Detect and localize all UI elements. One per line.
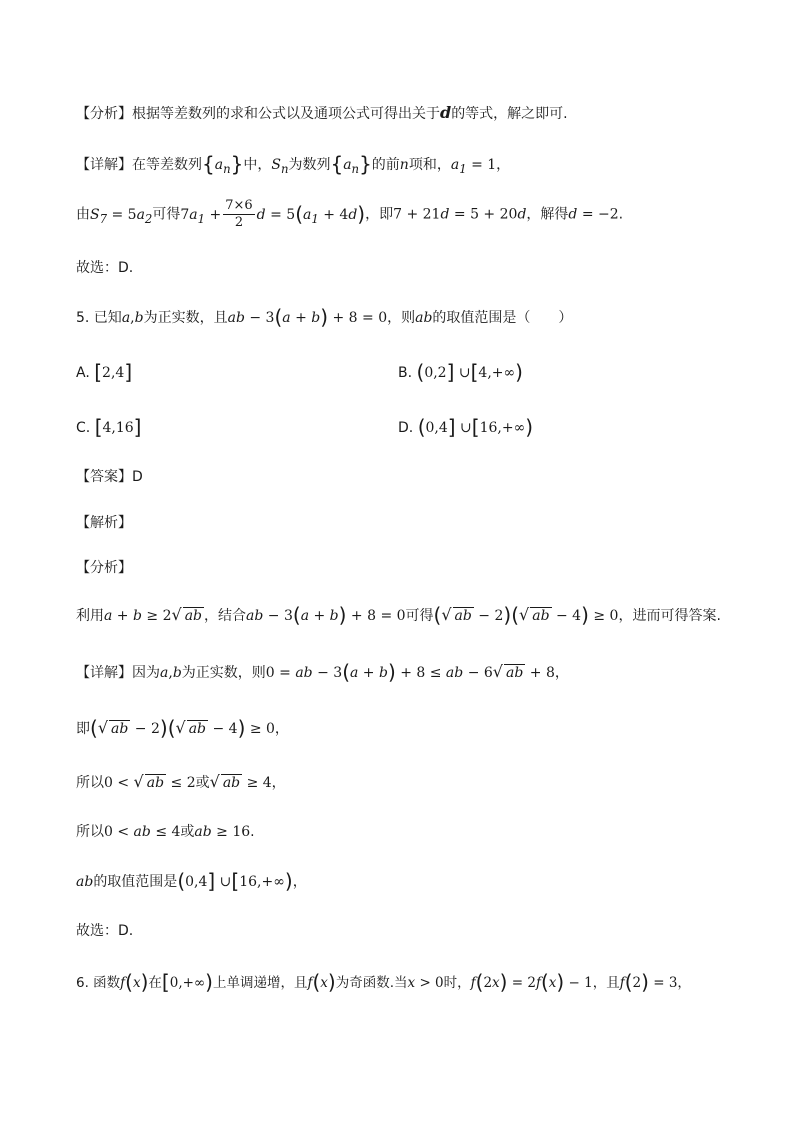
text: ， (271, 775, 286, 791)
detail-line-2 (76, 198, 623, 231)
text: 项和， (408, 157, 451, 173)
math-sn: $S_n$ (271, 157, 289, 176)
text: ，则 (387, 310, 416, 326)
text: 6. 函数 (76, 975, 121, 991)
choice-line: 故选：D. (76, 260, 134, 276)
math-product: (√ ab − 2)(√ ab − 4) ≥ 0 (433, 603, 619, 627)
math-derivation: 0 = ab − 3(a + b) + 8 ≤ ab − 6√ ab + 8 (265, 660, 555, 684)
text: ，解得 (526, 206, 569, 223)
detail-line-6 (76, 821, 255, 841)
math-fx: f(x) (307, 970, 336, 994)
text: 或 (180, 824, 195, 840)
text: 所以 (76, 775, 104, 791)
math-fx: f(x) (120, 970, 149, 994)
text: ， (554, 665, 569, 681)
option-value: (0,4] ∪[16,+∞) (417, 415, 534, 439)
math-functional-eq: f(2x) = 2f(x) − 1 (470, 970, 593, 994)
text: 的等式，解之即可. (451, 106, 568, 122)
option-label: D. (398, 420, 414, 436)
text: . (250, 824, 255, 840)
text: 或 (195, 775, 210, 791)
text: 的取值范围是 (93, 874, 178, 890)
solution-heading: 【解析】 (76, 515, 132, 531)
text: 即 (76, 721, 90, 737)
text: ， (677, 975, 691, 991)
math-cond: ab − 3(a + b) + 8 = 0 (246, 603, 406, 627)
text: ， (274, 721, 289, 737)
text: 所以 (76, 824, 104, 840)
math-var: d (440, 103, 452, 122)
math-n: n (399, 157, 409, 173)
math-ab: ab (415, 310, 433, 326)
text: ，结合 (204, 608, 247, 624)
detail-line-7 (76, 869, 307, 893)
choice-line-2: 故选：D. (76, 923, 134, 939)
option-label: A. (76, 365, 90, 381)
math-range1: 0 < √ ab ≤ 2 (104, 772, 196, 791)
answer-line: 【答案】D (76, 469, 143, 485)
math-sequence: $\{a_n\}$ (202, 152, 244, 176)
math-eq2: $7a_1$ + $\frac{7\times 6}{2}$ $d = 5(a_1 + 4d)$ (180, 198, 366, 230)
option-label: C. (76, 420, 91, 436)
text: 利用 (76, 608, 104, 624)
text: 的取值范围是（ ） (432, 310, 573, 326)
math-range4: ab ≥ 16 (194, 824, 251, 840)
text: ， (292, 874, 307, 890)
text: 【详解】因为 (76, 665, 160, 681)
option-value: (0,2] ∪[4,+∞) (416, 360, 523, 384)
text: 可得 (405, 608, 434, 624)
option-a (76, 360, 132, 384)
text: ，且 (592, 975, 620, 991)
math-eq4: d = −2 (568, 206, 619, 223)
option-label: B. (398, 365, 413, 381)
math-cond: ab − 3(a + b) + 8 = 0 (227, 305, 388, 329)
text: 为正实数，且 (143, 310, 228, 326)
option-value: [2,4] (94, 360, 133, 384)
text: ，即 (365, 206, 394, 223)
text: ，进而可得答案. (618, 608, 721, 624)
detail-line-1 (76, 152, 510, 176)
math-range2: √ ab ≥ 4 (209, 772, 272, 791)
text: 为奇函数.当 (335, 975, 408, 991)
question-5 (76, 305, 572, 329)
text: 为数列 (288, 157, 331, 173)
analysis-line-2 (76, 603, 721, 627)
detail-line-4 (76, 716, 289, 740)
math-interval: [0,+∞) (161, 970, 213, 994)
text: 【分析】根据等差数列的求和公式以及通项公式可得出关于 (76, 106, 440, 122)
text: 可得 (152, 206, 181, 223)
text: 的前 (371, 157, 400, 173)
text: 由 (76, 206, 90, 223)
math-a1: $a_1 = 1$ (450, 157, 497, 176)
math-range3: 0 < ab ≤ 4 (104, 824, 181, 840)
analysis-line (76, 103, 568, 123)
text: 时， (443, 975, 471, 991)
analysis-heading: 【分析】 (76, 560, 132, 576)
text: . (618, 206, 624, 223)
math-ab: ab (76, 874, 94, 890)
text: 5. 已知 (76, 310, 122, 326)
math-f2: f(2) = 3 (619, 970, 678, 994)
detail-line-3 (76, 660, 569, 684)
math-eq1: $S_7 = 5a_2$ (90, 206, 153, 226)
text: 在 (148, 975, 162, 991)
option-b (398, 360, 523, 384)
math-sequence: $\{a_n\}$ (330, 152, 372, 176)
text: 中， (243, 157, 272, 173)
detail-line-5 (76, 772, 286, 792)
math-product: (√ ab − 2)(√ ab − 4) ≥ 0 (90, 716, 275, 740)
text: ， (496, 157, 511, 173)
math-interval: (0,4] ∪[16,+∞) (177, 869, 293, 893)
question-6 (76, 970, 691, 994)
option-d (398, 415, 533, 439)
math-x-pos: x > 0 (407, 975, 444, 991)
option-value: [4,16] (94, 415, 142, 439)
text: 上单调递增，且 (212, 975, 308, 991)
text: 【详解】在等差数列 (76, 157, 202, 173)
option-c (76, 415, 141, 439)
math-ab: a,b (160, 665, 182, 681)
math-eq3: 7 + 21d = 5 + 20d (393, 206, 527, 223)
text: 为正实数，则 (181, 665, 266, 681)
math-ab: a,b (121, 310, 144, 326)
math-ineq: a + b ≥ 2√ ab (104, 605, 203, 624)
